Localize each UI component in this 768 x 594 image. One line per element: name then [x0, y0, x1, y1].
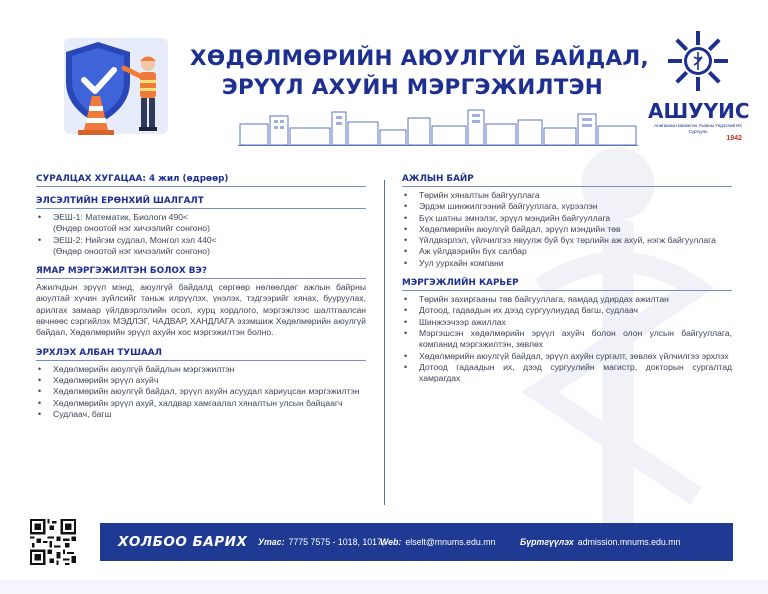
- title-line-2: ЭРҮҮЛ АХУЙН МЭРГЭЖИЛТЭН: [221, 75, 604, 100]
- register-value: admission.mnums.edu.mn: [577, 537, 681, 547]
- career-list: [402, 294, 732, 384]
- worker-illustration: [58, 30, 178, 142]
- page-title: [190, 44, 650, 102]
- title-line-1: ХӨДӨЛМӨРИЙН АЮУЛГҮЙ БАЙДАЛ,: [190, 46, 650, 71]
- phone-label: Утас:: [258, 537, 285, 547]
- register-label: Бүртгүүлэх: [520, 537, 574, 547]
- bottom-strip: [0, 580, 768, 594]
- contact-title: ХОЛБОО БАРИХ: [118, 534, 248, 550]
- university-logo: [648, 30, 748, 145]
- office-list: [36, 364, 366, 420]
- list-item: • Хөдөлмөрийн эрүүл ахуйч: [36, 375, 366, 386]
- workplace-list: [402, 190, 732, 269]
- web-value: elselt@mnums.edu.mn: [405, 537, 496, 547]
- list-item: • Эрдэм шинжилгээний байгууллага, хүрээлэн: [402, 201, 732, 212]
- web-contact[interactable]: [380, 537, 495, 547]
- list-item: • Хөдөлмөрийн аюулгүй байдал, эрүүл ахуйн асуудал хариуцсан мэргэжилтэн: [36, 386, 366, 397]
- career-section: [402, 278, 732, 384]
- list-item: • Төрийн захиргааны төв байгууллага, яамдад удирдах ажилтан: [402, 294, 732, 305]
- phone-value: 7775 7575 - 1018, 1017,: [288, 537, 385, 547]
- exam-item-note: (Өндөр оноотой нэг хичээлийг сонгоно): [53, 245, 210, 256]
- logo-emblem-icon: [663, 30, 733, 92]
- list-item: • Хөдөлмөрийн эрүүл ахуй, халдвар хамгаалал хяналтын улсын байцаагч: [36, 398, 366, 409]
- workplace-section: [402, 174, 732, 269]
- qr-code[interactable]: [30, 519, 76, 565]
- exam-item-main: • ЭЕШ-2: Нийгэм судлал, Монгол хэл 440<: [53, 234, 217, 245]
- list-item: • Шинжээчээр ажиллах: [402, 317, 732, 328]
- city-skyline: [238, 106, 638, 146]
- list-item: • Дотоод, гадаадын их дээд сургуулиудад багш, судлаач: [402, 305, 732, 316]
- duration-title: СУРАЛЦАХ ХУГАЦАА: 4 жил (өдрөөр): [36, 174, 366, 187]
- list-item: • Хөдөлмөрийн аюулгүй байдал, эрүүл ахуйн сургалт, зөвлөх үйлчилгээ эрхлэх: [402, 351, 732, 362]
- list-item: • Үйлдвэрлэл, үйлчилгээ явуулж буй бүх төрлийн аж ахуй, нэгж байгууллага: [402, 235, 732, 246]
- exam-title: ЭЛСЭЛТИЙН ЕРӨНХИЙ ШАЛГАЛТ: [36, 196, 366, 209]
- phone-contact[interactable]: [258, 537, 384, 547]
- exam-item-main: • ЭЕШ-1: Математик, Биологи 490<: [53, 212, 189, 222]
- contact-bar: [100, 523, 733, 561]
- list-item: • Дотоод гадаадын их, дээд сургуулийн магистр, докторын сургалтад хамрагдах: [402, 362, 732, 385]
- column-divider: [384, 180, 385, 505]
- list-item: • Хөдөлмөрийн аюулгүй байдал, эрүүл мэндийн төв: [402, 224, 732, 235]
- about-title: ЯМАР МЭРГЭЖИЛТЭН БОЛОХ ВЭ?: [36, 266, 366, 279]
- list-item: • Мэргэшсэн хөдөлмөрийн эрүүл ахуйч болон олон улсын байгууллага, компанид мэргэжилтэн, зөвлөх: [402, 328, 732, 351]
- office-section: [36, 348, 366, 420]
- left-column: [36, 174, 366, 429]
- logo-year: 1942: [726, 135, 742, 142]
- duration-section: [36, 174, 366, 187]
- right-column: [402, 174, 732, 393]
- register-link[interactable]: [520, 537, 680, 547]
- exam-section: [36, 196, 366, 257]
- list-item: • Бүх шатны эмнэлэг, эрүүл мэндийн байгууллага: [402, 213, 732, 224]
- page-header: [0, 0, 768, 160]
- logo-name: АШУҮИС: [648, 99, 750, 123]
- list-item: • Уул уурхайн компани: [402, 258, 732, 269]
- list-item: • Төрийн хяналтын байгууллага: [402, 190, 732, 201]
- office-title: ЭРХЛЭХ АЛБАН ТУШААЛ: [36, 348, 366, 361]
- exam-item-note: (Өндөр оноотой нэг хичээлийг сонгоно): [53, 223, 210, 234]
- list-item: • Хөдөлмөрийн аюулгүй байдлын мэргэжилтэн: [36, 364, 366, 375]
- logo-subtitle: Анагаахын Шинжлэх Ухааны Үндэсний Их Сургууль: [654, 123, 742, 134]
- career-title: МЭРГЭЖЛИЙН КАРЬЕР: [402, 278, 732, 291]
- about-section: [36, 266, 366, 338]
- list-item: [36, 212, 366, 235]
- about-text: Ажилчдын эрүүл мэнд, аюулгүй байдалд сөргөөр нөлөөлдөг ажлын байрны аюултай хүчин зүйлсийг таньж илрүүлэх, үнэлэх, тэдгээрийг хянах, бууруулах, арилгах замаар үйлдвэрлэлийн осол, хурц хордлого, мэргэжлээс шалтгаалсан өвчнөөс сэргийлэх МЭДЛЭГ, ЧАДВАР, ХАНДЛАГА эзэмшиж Хөдөлмөрийн аюулгүй байдал, Хөдөлмөрийн эрүүл ахуйн хос мэргэжилтэн болно.: [36, 282, 366, 338]
- exam-list: [36, 212, 366, 257]
- list-item: • Судлаач, багш: [36, 409, 366, 420]
- list-item: • Аж үйлдвэрийн бүх салбар: [402, 246, 732, 257]
- web-label: Web:: [380, 537, 402, 547]
- list-item: [36, 235, 366, 258]
- workplace-title: АЖЛЫН БАЙР: [402, 174, 732, 187]
